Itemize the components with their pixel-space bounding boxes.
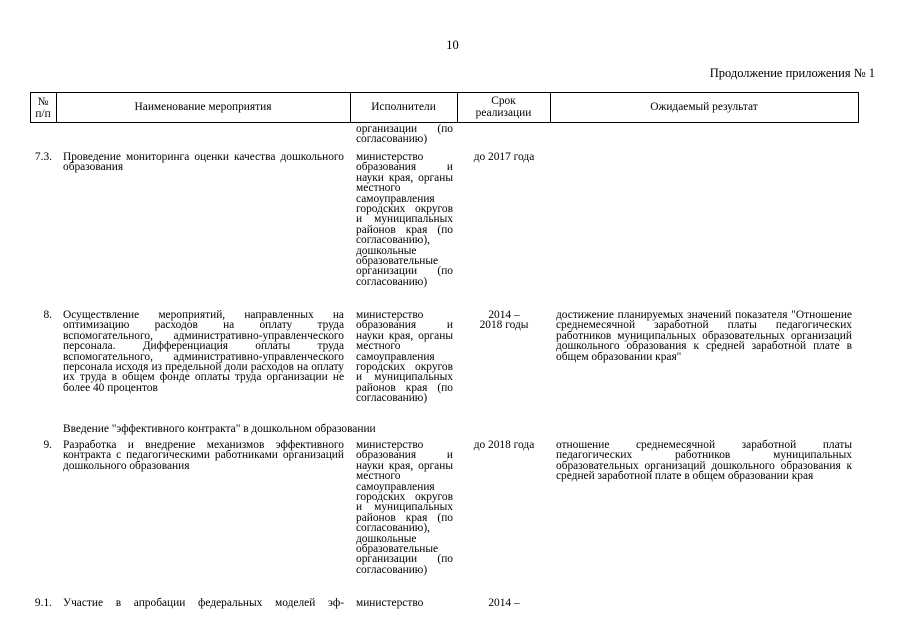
row-4-deadline: 2014 – [488,597,520,609]
row-3-deadline: до 2018 года [473,439,535,451]
row-2-name: Осуществление мероприятий, направленных на оптимизацию расходов на оплату труда вспомогательного, административно-управленческого персонала. Дифференциация оплаты труда вспомогательного, административно-управленческого персонала исходя из предельной доли расходов на оплату их труда в общем фонде оплаты труда организации не более 40 процентов [63,309,344,394]
row-2-num: 8. [43,309,52,321]
continuation-note: Продолжение приложения № 1 [709,66,875,80]
row-0-executors: организации (по согласованию) [356,123,453,146]
section-heading: Введение "эффективного контракта" в дошкольном образовании [63,423,376,435]
row-4-name: Участие в апробации федеральных моделей эф- [63,597,344,609]
row-1-executors: министерство образования и науки края, органы местного самоуправления городских округов и муниципальных районов края (по согласованию), дошкольные образовательные организации (по согласованию) [356,151,453,288]
row-3-num: 9. [43,439,52,451]
header-num: № п/п [35,96,51,120]
row-3-name: Разработка и внедрение механизмов эффективного контракта с педагогическими работниками организаций дошкольного образования [63,439,344,472]
header-executors: Исполнители [371,101,436,113]
row-3-executors: министерство образования и науки края, органы местного самоуправления городских округов и муниципальных районов края (по согласованию), дошкольные образовательные организации (по согласованию) [356,439,453,576]
row-4-executors: министерство [356,597,424,609]
row-1-num: 7.3. [34,151,52,163]
header-name: Наименование мероприятия [134,101,272,113]
header-border-5 [858,92,859,123]
page-number: 10 [446,38,459,52]
row-1-deadline: до 2017 года [473,151,535,163]
row-4-num: 9.1. [34,597,52,609]
header-result: Ожидаемый результат [650,101,758,113]
row-2-result: достижение планируемых значений показателя "Отношение среднемесячной заработной платы педагогических работников муниципальных образовательных организаций дошкольного образования к средней заработной плате в общем образовании края" [556,309,852,363]
row-2-executors: министерство образования и науки края, органы местного самоуправления городских округов и муниципальных районов края (по согласованию) [356,309,453,405]
row-2-deadline: 2014 – 2018 годы [479,309,529,332]
header-top-border [30,92,859,93]
row-1-name: Проведение мониторинга оценки качества дошкольного образования [63,151,344,174]
header-deadline: Срок реализации [475,95,532,119]
row-3-result: отношение среднемесячной заработной платы педагогических работников муниципальных образовательных организаций дошкольного образования к средней заработной плате в общем образовании края [556,439,852,483]
